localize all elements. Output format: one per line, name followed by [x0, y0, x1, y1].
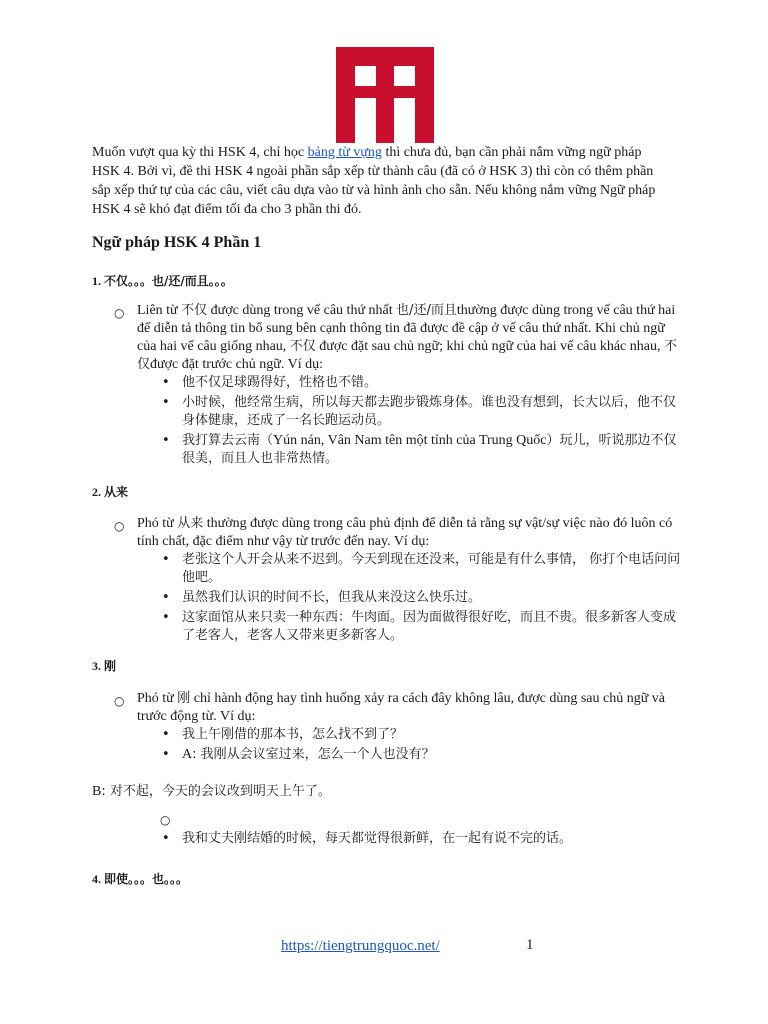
grammar-point-3-examples — [160, 726, 682, 766]
list-item — [160, 394, 682, 430]
explanation-fragment: Liên từ — [137, 303, 182, 318]
bullet-dot-icon: • — [162, 610, 170, 625]
example-text: 老张这个人开会从来不迟到。今天到现在还没来，可能是有什么事情， 你打个电话问问他吧。 — [182, 552, 681, 585]
example-text: 我上午刚借的那本书，怎么找不到了？ — [182, 727, 404, 742]
bullet-dot-icon: • — [162, 375, 170, 390]
list-item — [160, 432, 682, 468]
bullet-dot-icon: • — [162, 831, 170, 846]
bullet-dot-icon: • — [162, 433, 170, 448]
grammar-point-3-pattern: 刚 — [104, 659, 117, 673]
grammar-point-1-pattern: 不仅。。。也/还/而且。。。 — [104, 274, 233, 288]
example-text: A — [182, 747, 193, 762]
grammar-point-1-examples — [160, 374, 682, 470]
explanation-fragment: 也/还/而且 — [396, 303, 457, 318]
list-item — [160, 746, 682, 764]
dialogue-speaker-b: B — [92, 784, 102, 799]
grammar-point-1-explanation — [137, 302, 682, 374]
example-text: 虽然我们认识的时间不长，但我从来没这么快乐过。 — [182, 590, 482, 605]
grammar-point-2-number: 2. — [92, 485, 104, 499]
explanation-fragment: 不仅 — [289, 339, 316, 354]
dialogue-text-b: : 对不起，今天的会议改到明天上午了。 — [101, 784, 331, 799]
explanation-fragment: được dùng trong vế câu thứ nhất — [207, 303, 397, 318]
explanation-fragment: được đặt trước chủ ngữ. Ví dụ: — [150, 357, 324, 372]
intro-paragraph — [92, 143, 672, 219]
dialogue-line-b — [92, 780, 331, 800]
grammar-point-3-title — [92, 657, 116, 674]
explanation-fragment: thường được dùng trong câu phủ định để diễn tả rằng sự vật/sự việc nào đó luôn có tính chất, đặc điểm như vậy từ trước đến nay. Ví dụ: — [137, 516, 673, 549]
example-text: : 我刚从会议室过来，怎么一个人也没有？ — [192, 747, 435, 762]
logo-icon — [336, 47, 434, 143]
grammar-point-2-title — [92, 483, 128, 500]
list-item — [160, 830, 682, 848]
explanation-fragment: chỉ hành động hay tình huống xảy ra cách đây không lâu, được dùng sau chủ ngữ và trước động từ. Ví dụ: — [137, 691, 666, 724]
circle-bullet-icon: ○ — [114, 519, 125, 533]
list-item — [160, 589, 682, 607]
list-item — [160, 726, 682, 744]
bullet-dot-icon: • — [162, 590, 170, 605]
explanation-fragment: 不仅 — [181, 303, 208, 318]
list-item — [160, 609, 682, 645]
example-text: 这家面馆从来只卖一种东西：牛肉面。因为面做得很好吃，而且不贵。很多新客人变成了老客人，老客人又带来更多新客人。 — [182, 610, 677, 643]
explanation-fragment: được đặt sau chủ ngữ; khi chủ ngữ của hai vế câu khác nhau, — [315, 339, 664, 354]
grammar-point-4-title — [92, 870, 188, 887]
bullet-dot-icon: • — [162, 552, 170, 567]
grammar-point-2-explanation — [137, 515, 682, 551]
grammar-point-3-number: 3. — [92, 659, 104, 673]
explanation-fragment: 从来 — [177, 516, 204, 531]
list-item — [160, 551, 682, 587]
grammar-point-2-pattern: 从来 — [104, 485, 129, 499]
example-text: 小时候，他经常生病，所以每天都去跑步锻炼身体。谁也没有想到，长大以后，他不仅身体健康，还成了一名长跑运动员。 — [182, 395, 677, 428]
circle-bullet-icon: ○ — [114, 306, 125, 320]
explanation-fragment: thường được dùng trong vế câu thứ hai để diễn tả thông tin bổ sung bên cạnh thông tin đã được đề cập ở vế câu thứ nhất. Khi chủ ngữ của hai vế câu giống nhau, — [137, 303, 676, 354]
explanation-fragment: Phó từ — [137, 691, 178, 706]
extra-example-list — [160, 830, 682, 850]
explanation-fragment: 不仅 — [137, 339, 677, 372]
grammar-point-3-explanation — [137, 690, 682, 726]
grammar-point-2-examples — [160, 551, 682, 647]
bullet-dot-icon: • — [162, 395, 170, 410]
bullet-dot-icon: • — [162, 747, 170, 762]
grammar-point-1-number: 1. — [92, 274, 104, 288]
example-text: 我和丈夫刚结婚的时候，每天都觉得很新鲜，在一起有说不完的话。 — [182, 831, 573, 846]
bullet-dot-icon: • — [162, 727, 170, 742]
explanation-fragment: Phó từ — [137, 516, 178, 531]
grammar-point-4-number: 4. — [92, 872, 104, 886]
page-number: 1 — [526, 937, 534, 953]
intro-text-post: thì chưa đủ, bạn cần phải nắm vững ngữ pháp HSK 4. Bởi vì, đề thi HSK 4 ngoài phần sắp xếp từ thành câu (đã có ở HSK 3) thì còn có thêm phần sắp xếp thứ tự của các câu, viết câu dựa vào từ và hình ảnh cho sẵn. Nếu không nắm vững Ngữ pháp HSK 4 sẽ khó đạt điểm tối đa cho 3 phần thi đó. — [92, 145, 656, 217]
vocabulary-link[interactable]: bảng từ vựng — [307, 145, 382, 160]
footer-website-link[interactable]: https://tiengtrungquoc.net/ — [281, 938, 440, 954]
list-item — [160, 374, 682, 392]
section-heading: Ngữ pháp HSK 4 Phần 1 — [92, 234, 262, 251]
example-text: ）玩儿，听说那边不仅很美，而且人也非常热情。 — [182, 433, 677, 466]
example-text: Yún nán, Vân Nam tên một tỉnh của Trung Quốc — [273, 433, 547, 448]
circle-bullet-icon: ○ — [114, 694, 125, 708]
example-text: 他不仅足球踢得好，性格也不错。 — [182, 375, 378, 390]
grammar-point-4-pattern: 即使。。。也。。。 — [104, 872, 189, 886]
circle-bullet-icon: ○ — [160, 813, 171, 827]
example-text: 我打算去云南（ — [182, 433, 274, 448]
grammar-point-1-title — [92, 272, 233, 289]
explanation-fragment: 刚 — [177, 691, 191, 706]
intro-text-pre: Muốn vượt qua kỳ thi HSK 4, chỉ học — [92, 145, 308, 160]
